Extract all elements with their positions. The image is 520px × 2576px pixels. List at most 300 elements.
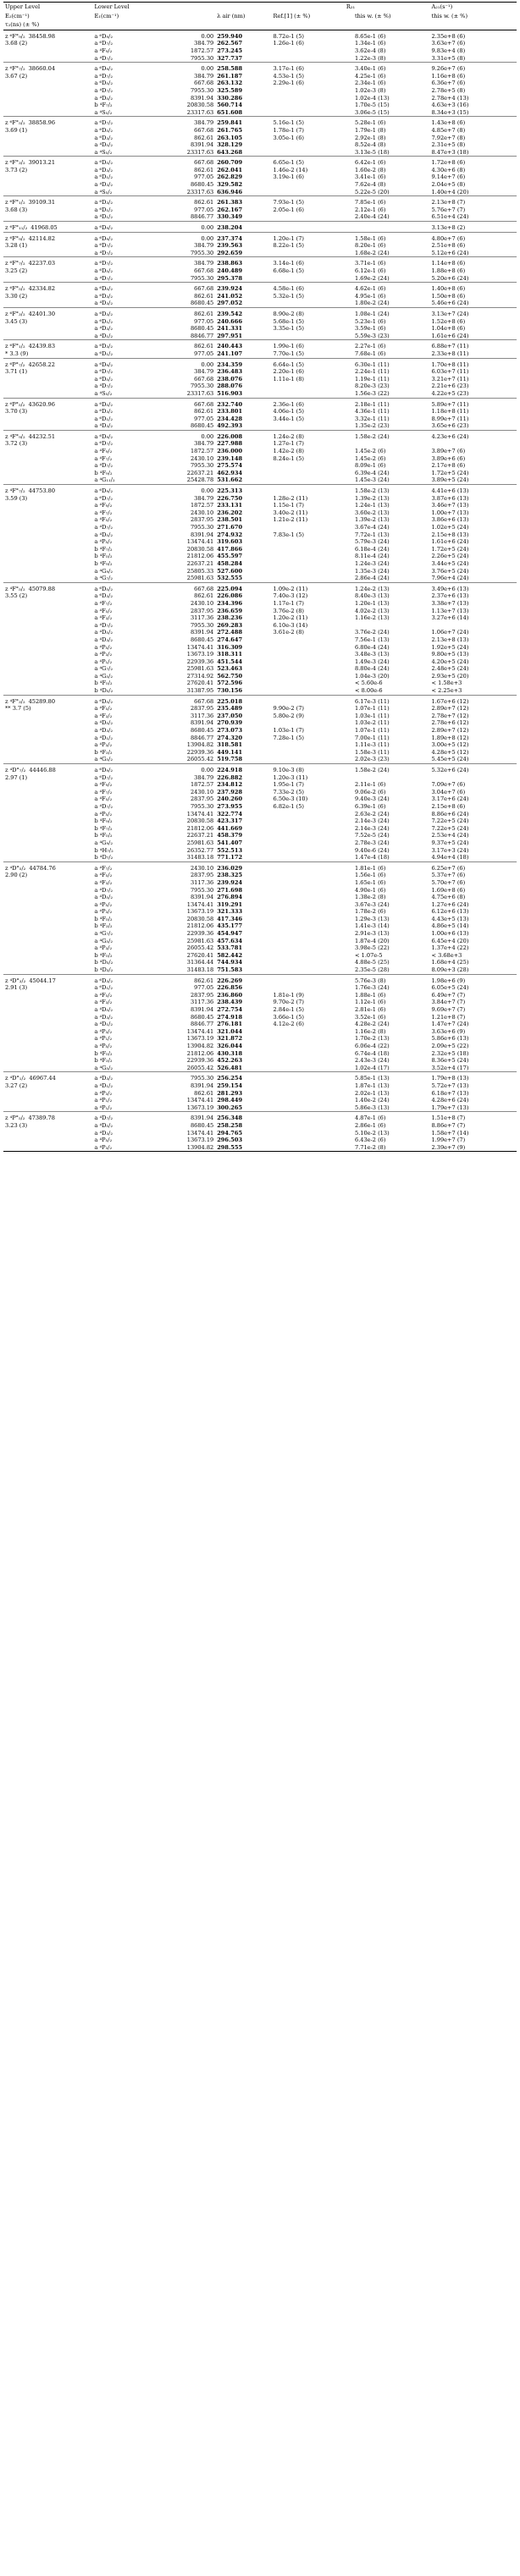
this-work-r21-cell: 2.63e-2 (24) <box>355 810 390 817</box>
lower-level-label: a ⁴D₅/₂ <box>94 629 113 636</box>
table-row <box>3 109 517 117</box>
wavelength-cell: 430.318 <box>217 1049 243 1057</box>
table-row <box>3 644 517 652</box>
this-work-r21-cell: 1.24e-3 (24) <box>355 559 390 567</box>
this-work-r21-cell: 3.48e-3 (13) <box>355 651 390 658</box>
wavelength-cell: 241.052 <box>217 292 243 300</box>
lower-level-label: a ⁴D₇/₂ <box>94 524 113 531</box>
this-work-a21-cell: 7.96e+4 (24) <box>431 575 469 582</box>
ref-r21-cell: 1.26e-1 (6) <box>273 40 304 47</box>
this-work-a21-cell: 1.61e+6 (24) <box>431 332 469 339</box>
table-row <box>3 582 517 592</box>
this-work-r21-cell: 1.03e-2 (11) <box>355 719 390 727</box>
table-row <box>3 1035 517 1043</box>
upper-level-cell <box>3 1130 93 1137</box>
this-work-r21-cell: 7.85e-1 (6) <box>353 196 429 206</box>
upper-level-cell <box>3 756 93 763</box>
table-row <box>3 524 517 531</box>
this-work-a21-cell: 8.36e+5 (24) <box>431 1057 469 1065</box>
this-work-a21-cell: 3.87e+6 (13) <box>431 494 469 502</box>
ref-r21-cell <box>272 901 353 909</box>
ref-r21-cell: 2.29e-1 (6) <box>273 80 304 87</box>
lower-level-label: a ⁶D₅/₂ <box>94 375 113 383</box>
lower-level-energy: 23317.63 <box>186 108 214 116</box>
lower-level-energy: 8846.77 <box>190 332 214 339</box>
this-work-r21-cell: 3.41e-1 (6) <box>355 173 386 181</box>
this-work-a21-cell: 1.79e+7 (13) <box>431 1104 469 1111</box>
table-row <box>3 1112 517 1122</box>
this-work-r21-cell: 6.06e-4 (22) <box>355 1042 390 1049</box>
this-work-r21-cell: 3.52e-1 (6) <box>355 1013 386 1021</box>
upper-level-cell <box>3 847 93 855</box>
header-this-a: this w. (± %) <box>431 12 468 19</box>
lower-level-cell <box>93 582 216 592</box>
lower-level-energy: 8846.77 <box>190 1021 214 1028</box>
lower-level-energy: 667.68 <box>194 126 214 134</box>
table-row <box>3 861 517 872</box>
this-work-r21-cell: 6.80e-4 (24) <box>355 643 390 651</box>
ref-r21-cell: 3.44e-1 (5) <box>273 415 304 422</box>
this-work-r21-cell: 6.18e-4 (24) <box>355 545 390 553</box>
table-row <box>3 333 517 340</box>
ref-r21-cell: 5.32e-1 (5) <box>273 292 304 300</box>
this-work-r21-cell: 1.16e-2 (8) <box>355 1027 386 1035</box>
ref-r21-cell <box>272 680 353 687</box>
upper-level-cell <box>3 658 93 666</box>
wavelength-cell: 225.018 <box>215 695 271 705</box>
table-row <box>3 614 517 622</box>
table-row <box>3 1065 517 1072</box>
this-work-r21-cell: 2.78e-3 (24) <box>355 839 390 846</box>
this-work-a21-cell: 3.52e+4 (17) <box>431 1064 469 1071</box>
this-work-a21-cell: 4.80e+7 (6) <box>429 232 517 242</box>
this-work-r21-cell: 7.71e-2 (8) <box>353 1144 429 1152</box>
lower-level-energy: 22939.36 <box>186 1057 214 1065</box>
this-work-a21-cell: < 1.58e+3 <box>431 680 462 687</box>
this-work-a21-cell: 2.17e+8 (6) <box>431 462 466 470</box>
ref-r21-cell: 5.16e-1 (5) <box>272 117 353 127</box>
this-work-a21-cell: 1.89e+8 (12) <box>431 734 469 741</box>
upper-level-cell <box>3 629 93 636</box>
this-work-r21-cell: 1.45e-2 (6) <box>355 448 386 455</box>
lower-level-cell <box>93 524 216 531</box>
table-row <box>3 340 517 350</box>
lower-level-energy: 27620.41 <box>186 680 214 687</box>
this-work-r21-cell <box>353 440 429 448</box>
table-row <box>3 63 517 73</box>
table-row <box>3 695 517 705</box>
lower-level-label: a ⁶D₅/₂ <box>94 285 113 293</box>
ref-r21-cell: 6.82e-1 (5) <box>273 802 304 810</box>
header-lambda: λ air (nm) <box>217 12 246 19</box>
upper-level-cell <box>3 887 93 894</box>
wavelength-cell: 237.374 <box>215 232 271 242</box>
lower-level-label: a ⁴P₁/₂ <box>94 658 113 665</box>
lower-level-cell <box>93 167 216 174</box>
upper-level-energy: 44784.76 <box>29 864 56 872</box>
upper-level-cell <box>3 872 93 879</box>
lower-level-energy: 7955.30 <box>190 249 214 256</box>
upper-level-cell <box>3 73 93 80</box>
lower-level-label: a ⁶D₅/₂ <box>94 697 113 705</box>
wavelength-cell: 240.489 <box>217 267 243 274</box>
this-work-r21-cell: 5.28e-1 (6) <box>353 117 429 127</box>
this-work-a21-cell: 3.17e+6 (24) <box>431 795 469 803</box>
table-row <box>3 408 517 416</box>
upper-level-cell <box>3 1072 93 1082</box>
this-work-a21-cell: 5.32e+6 (24) <box>429 764 517 774</box>
lower-level-label: a ⁴D₁/₂ <box>94 213 113 221</box>
lower-level-energy: 862.61 <box>194 408 214 416</box>
table-row <box>3 789 517 796</box>
wavelength-cell: 262.167 <box>217 206 243 213</box>
lower-level-cell <box>93 847 216 855</box>
lower-level-energy: 25805.33 <box>186 567 214 575</box>
this-work-r21-cell: 1.69e-2 (24) <box>355 274 390 282</box>
table-row <box>3 1097 517 1104</box>
lower-level-label: a ⁴F₉/₂ <box>94 502 113 509</box>
lower-level-energy: 862.61 <box>194 134 214 141</box>
this-work-r21-cell: 1.03e-1 (11) <box>355 712 390 719</box>
this-work-r21-cell: 1.35e-2 (23) <box>355 422 390 430</box>
lower-level-cell <box>93 1035 216 1043</box>
upper-level-cell <box>3 894 93 901</box>
ref-r21-cell <box>272 1097 353 1104</box>
wavelength-cell: 458.284 <box>217 559 243 567</box>
lower-level-cell <box>93 95 216 102</box>
lower-level-label: b ⁴F₅/₂ <box>94 951 113 959</box>
lower-level-label: a ⁶D₁/₂ <box>94 415 113 422</box>
upper-level-lifetime: ** 3.7 (5) <box>5 705 31 713</box>
lower-level-label: a ⁴D₃/₂ <box>94 422 113 430</box>
upper-level-cell <box>3 832 93 839</box>
this-work-r21-cell: 2.92e-1 (8) <box>355 134 386 141</box>
lower-level-energy: 2430.10 <box>190 454 214 462</box>
this-work-r21-cell: 1.11e-3 (11) <box>355 741 390 749</box>
lower-level-label: a ⁶D₃/₂ <box>94 199 113 206</box>
lower-level-label: b ⁴D₅/₂ <box>94 687 113 695</box>
ref-r21-cell <box>272 546 353 553</box>
wavelength-cell: 260.709 <box>215 157 271 167</box>
this-work-a21-cell: 6.36e+7 (6) <box>431 80 466 87</box>
lower-level-label: a ⁴P₅/₂ <box>94 1137 113 1144</box>
ref-r21-cell <box>272 741 353 749</box>
lower-level-label: a ⁶D₇/₂ <box>94 494 113 502</box>
ref-r21-cell: 3.76e-2 (8) <box>273 607 304 614</box>
wavelength-cell: 236.000 <box>217 448 243 455</box>
lower-level-cell <box>93 839 216 847</box>
this-work-r21-cell: 2.81e-1 (6) <box>355 1006 386 1013</box>
table-row <box>3 462 517 470</box>
lower-level-label: a ⁴D₇/₂ <box>94 54 113 62</box>
upper-level-label: z ⁶F°₇/₂ <box>5 260 25 267</box>
this-work-r21-cell <box>353 222 429 233</box>
this-work-a21-cell: 4.28e+6 (24) <box>431 1097 469 1104</box>
upper-level-cell <box>3 1050 93 1058</box>
lower-level-energy: 7955.30 <box>190 462 214 470</box>
table-row <box>3 930 517 938</box>
lower-level-label: a ⁴D₇/₂ <box>94 383 113 390</box>
lower-level-label: b ⁴F₅/₂ <box>94 553 113 560</box>
upper-level-energy: 42439.83 <box>28 343 56 350</box>
lower-level-energy: 26055.42 <box>186 756 214 763</box>
ref-r21-cell <box>272 1104 353 1112</box>
wavelength-cell: 263.105 <box>217 134 243 141</box>
upper-level-cell <box>3 222 93 233</box>
wavelength-cell: 636.946 <box>217 188 243 195</box>
lower-level-label: b ⁴F₉/₂ <box>94 559 113 567</box>
ref-r21-cell: 1.27e-1 (7) <box>273 440 304 448</box>
upper-level-label: z ⁶F°₉/₂ <box>5 32 25 40</box>
this-work-a21-cell: 6.45e+4 (20) <box>431 937 469 944</box>
wavelength-cell: 327.737 <box>217 54 243 62</box>
table-row <box>3 383 517 390</box>
lower-level-cell <box>93 470 216 477</box>
lower-level-cell <box>93 735 216 742</box>
wavelength-cell: 273.073 <box>217 727 243 735</box>
table-row <box>3 538 517 546</box>
upper-level-lifetime: 3.25 (2) <box>5 267 28 274</box>
this-work-a21-cell: 4.23e+6 (24) <box>429 430 517 440</box>
lower-level-label: b ⁴F₇/₂ <box>94 102 113 109</box>
wavelength-cell: 295.378 <box>217 274 243 282</box>
this-work-r21-cell: 1.34e-1 (6) <box>355 40 386 47</box>
lower-level-energy: 20830.58 <box>186 817 214 825</box>
ref-r21-cell <box>272 476 353 484</box>
ref-r21-cell <box>272 181 353 189</box>
this-work-r21-cell: 1.16e-2 (13) <box>355 614 390 622</box>
ref-r21-cell: 3.05e-1 (6) <box>273 134 304 141</box>
this-work-r21-cell: 1.19e-1 (11) <box>355 375 390 383</box>
ref-r21-cell: 6.68e-1 (5) <box>273 267 304 274</box>
this-work-a21-cell: 5.76e+7 (7) <box>431 206 466 213</box>
this-work-r21-cell: 3.13e-5 (18) <box>355 148 390 156</box>
upper-level-energy: 45044.17 <box>29 977 56 984</box>
lower-level-cell <box>93 705 216 713</box>
table-row <box>3 735 517 742</box>
lower-level-label: a ⁴D₃/₂ <box>94 636 113 643</box>
lower-level-cell <box>93 695 216 705</box>
wavelength-cell: 240.260 <box>217 795 243 803</box>
lower-level-energy: 862.61 <box>194 1089 214 1097</box>
ref-r21-cell: 7.83e-1 (5) <box>273 531 304 538</box>
upper-level-cell <box>3 368 93 376</box>
upper-level-cell <box>3 333 93 340</box>
lower-level-energy: 2430.10 <box>190 864 214 872</box>
lower-level-cell <box>93 509 216 517</box>
upper-level-lifetime: 3.67 (2) <box>5 72 28 80</box>
this-work-a21-cell: 2.37e+6 (13) <box>431 592 469 600</box>
lower-level-cell <box>93 242 216 250</box>
wavelength-cell: 234.396 <box>217 599 243 607</box>
this-work-a21-cell: 2.78e+5 (8) <box>431 86 466 94</box>
lower-level-cell <box>93 368 216 376</box>
ref-r21-cell: 1.95e-1 (7) <box>273 781 304 789</box>
wavelength-cell: 771.172 <box>217 854 243 861</box>
lower-level-label: a ⁴D₅/₂ <box>94 894 113 901</box>
table-row <box>3 1028 517 1036</box>
table-row <box>3 1072 517 1082</box>
this-work-r21-cell: 1.87e-4 (20) <box>355 937 390 944</box>
upper-level-lifetime: 3.28 (1) <box>5 242 28 250</box>
wavelength-cell: 225.094 <box>215 582 271 592</box>
lower-level-cell <box>93 879 216 887</box>
this-work-a21-cell: 2.78e+4 (13) <box>431 94 469 102</box>
lower-level-energy: 2837.95 <box>190 607 214 614</box>
ref-r21-cell <box>272 300 353 307</box>
ref-r21-cell: 8.72e-1 (5) <box>273 32 304 40</box>
lower-level-energy: 8391.94 <box>190 1006 214 1013</box>
this-work-a21-cell: 9.26e+7 (6) <box>429 63 517 73</box>
lower-level-cell <box>93 250 216 257</box>
wavelength-cell: 261.765 <box>217 126 243 134</box>
this-work-a21-cell: 3.89e+7 (6) <box>431 448 466 455</box>
wavelength-cell: 316.309 <box>217 643 243 651</box>
this-work-r21-cell: 4.25e-1 (6) <box>355 72 386 80</box>
lower-level-energy: 8680.45 <box>190 422 214 430</box>
lower-level-energy: 1872.57 <box>190 47 214 54</box>
this-work-a21-cell: 6.03e+7 (11) <box>431 368 469 376</box>
ref-r21-cell: 3.17e-1 (6) <box>272 63 353 73</box>
table-row <box>3 1021 517 1028</box>
lower-level-cell <box>93 157 216 167</box>
wavelength-cell: 238.439 <box>217 999 243 1006</box>
lower-level-label: b ⁴F₃/₂ <box>94 922 113 930</box>
this-work-a21-cell: 1.51e+8 (7) <box>429 1112 517 1122</box>
upper-level-cell <box>3 516 93 524</box>
lower-level-energy: 25981.63 <box>186 937 214 944</box>
this-work-a21-cell: 1.69e+8 (6) <box>431 886 466 894</box>
lower-level-energy: 20830.58 <box>186 545 214 553</box>
table-row <box>3 1122 517 1130</box>
table-row <box>3 80 517 87</box>
this-work-r21-cell: 3.67e-3 (24) <box>355 900 390 908</box>
lower-level-label: a ⁴G₅/₂ <box>94 937 113 944</box>
table-row <box>3 741 517 749</box>
this-work-r21-cell: 5.85e-1 (13) <box>353 1072 429 1082</box>
wavelength-cell: 261.383 <box>215 196 271 206</box>
this-work-r21-cell: 1.58e-2 (13) <box>353 485 429 495</box>
transition-table <box>3 2 517 1152</box>
lower-level-label: a ⁴G₅/₂ <box>94 1064 113 1071</box>
upper-level-cell <box>3 825 93 833</box>
lower-level-cell <box>93 141 216 149</box>
table-row <box>3 422 517 430</box>
ref-r21-cell: 1.20e-3 (11) <box>273 773 308 781</box>
lower-level-cell <box>93 952 216 960</box>
upper-level-cell <box>3 293 93 300</box>
wavelength-cell: 325.589 <box>217 86 243 94</box>
lower-level-label: a ⁴F₇/₂ <box>94 864 113 872</box>
this-work-a21-cell: 1.04e+8 (6) <box>431 325 466 333</box>
this-work-a21-cell: 2.33e+8 (11) <box>431 350 469 357</box>
upper-level-cell <box>3 622 93 630</box>
lower-level-cell <box>93 959 216 966</box>
lower-level-energy: 7955.30 <box>190 802 214 810</box>
lower-level-energy: 13904.82 <box>186 741 214 749</box>
header-this-r: this w. (± %) <box>355 12 391 19</box>
this-work-a21-cell: 1.79e+8 (13) <box>429 1072 517 1082</box>
ref-r21-cell <box>272 636 353 644</box>
lower-level-cell <box>93 135 216 142</box>
upper-level-cell <box>3 55 93 63</box>
lower-level-cell <box>93 73 216 80</box>
this-work-a21-cell: 7.22e+5 (24) <box>431 824 469 832</box>
this-work-a21-cell: 2.89e+7 (12) <box>431 705 469 713</box>
upper-level-lifetime: 3.45 (3) <box>5 317 28 325</box>
ref-r21-cell <box>272 55 353 63</box>
lower-level-energy: 23317.63 <box>186 188 214 195</box>
table-row <box>3 95 517 102</box>
lower-level-energy: 8680.45 <box>190 1121 214 1129</box>
table-row <box>3 795 517 803</box>
lower-level-energy: 2837.95 <box>190 872 214 879</box>
ref-r21-cell <box>272 922 353 930</box>
ref-r21-cell <box>272 966 353 974</box>
this-work-a21-cell: 3.49e+6 (13) <box>429 582 517 592</box>
lower-level-label: a ⁶D₇/₂ <box>94 242 113 250</box>
this-work-a21-cell: 1.14e+8 (6) <box>429 257 517 267</box>
lower-level-label: b ⁴D₃/₂ <box>94 966 113 974</box>
table-row <box>3 470 517 477</box>
upper-level-label: z ⁶F°₁/₂ <box>5 199 25 206</box>
upper-level-label: z ⁶F°₅/₂ <box>5 285 25 293</box>
ref-r21-cell <box>272 673 353 680</box>
table-row <box>3 440 517 448</box>
this-work-r21-cell: 1.58e-1 (6) <box>353 232 429 242</box>
wavelength-cell: 226.750 <box>217 494 243 502</box>
upper-level-cell <box>3 267 93 275</box>
lower-level-label: a ⁴P₃/₂ <box>94 908 113 916</box>
wavelength-cell: 273.245 <box>217 47 243 54</box>
upper-level-cell <box>3 930 93 938</box>
upper-level-cell <box>3 1112 93 1122</box>
this-work-a21-cell: 1.37e+4 (22) <box>431 944 469 952</box>
this-work-a21-cell: 5.45e+5 (24) <box>431 756 469 763</box>
lower-level-label: a ⁶D₃/₂ <box>94 343 113 350</box>
upper-level-cell <box>3 416 93 423</box>
ref-r21-cell <box>272 825 353 833</box>
table-row <box>3 516 517 524</box>
upper-level-cell <box>3 575 93 582</box>
ref-r21-cell <box>272 275 353 283</box>
lower-level-energy: 862.61 <box>194 199 214 206</box>
ref-r21-cell: 1.21e-2 (11) <box>273 516 308 524</box>
lower-level-cell <box>93 531 216 539</box>
lower-level-label: a ⁴F₃/₂ <box>94 999 113 1006</box>
this-work-r21-cell: 3.40e-1 (6) <box>353 63 429 73</box>
this-work-r21-cell: 1.80e-2 (24) <box>355 300 390 307</box>
table-row <box>3 966 517 974</box>
wavelength-cell: 236.483 <box>217 368 243 376</box>
table-row <box>3 1137 517 1144</box>
lower-level-energy: 862.61 <box>194 977 214 984</box>
this-work-r21-cell: 3.71e-1 (6) <box>353 257 429 267</box>
ref-r21-cell <box>272 908 353 916</box>
table-row <box>3 781 517 789</box>
lower-level-energy: 1872.57 <box>190 781 214 789</box>
lower-level-energy: 0.00 <box>201 32 214 40</box>
this-work-a21-cell: 1.00e+6 (13) <box>431 930 469 938</box>
lower-level-energy: 8846.77 <box>190 213 214 221</box>
lower-level-energy: 667.68 <box>194 159 214 167</box>
lower-level-energy: 23317.63 <box>186 389 214 397</box>
table-row <box>3 1090 517 1098</box>
upper-level-label: z ⁴D°₇/₂ <box>5 767 26 773</box>
this-work-a21-cell: 3.65e+6 (23) <box>431 422 469 430</box>
this-work-r21-cell: 4.87e-1 (6) <box>353 1112 429 1122</box>
this-work-a21-cell: 1.98e+6 (9) <box>429 974 517 984</box>
